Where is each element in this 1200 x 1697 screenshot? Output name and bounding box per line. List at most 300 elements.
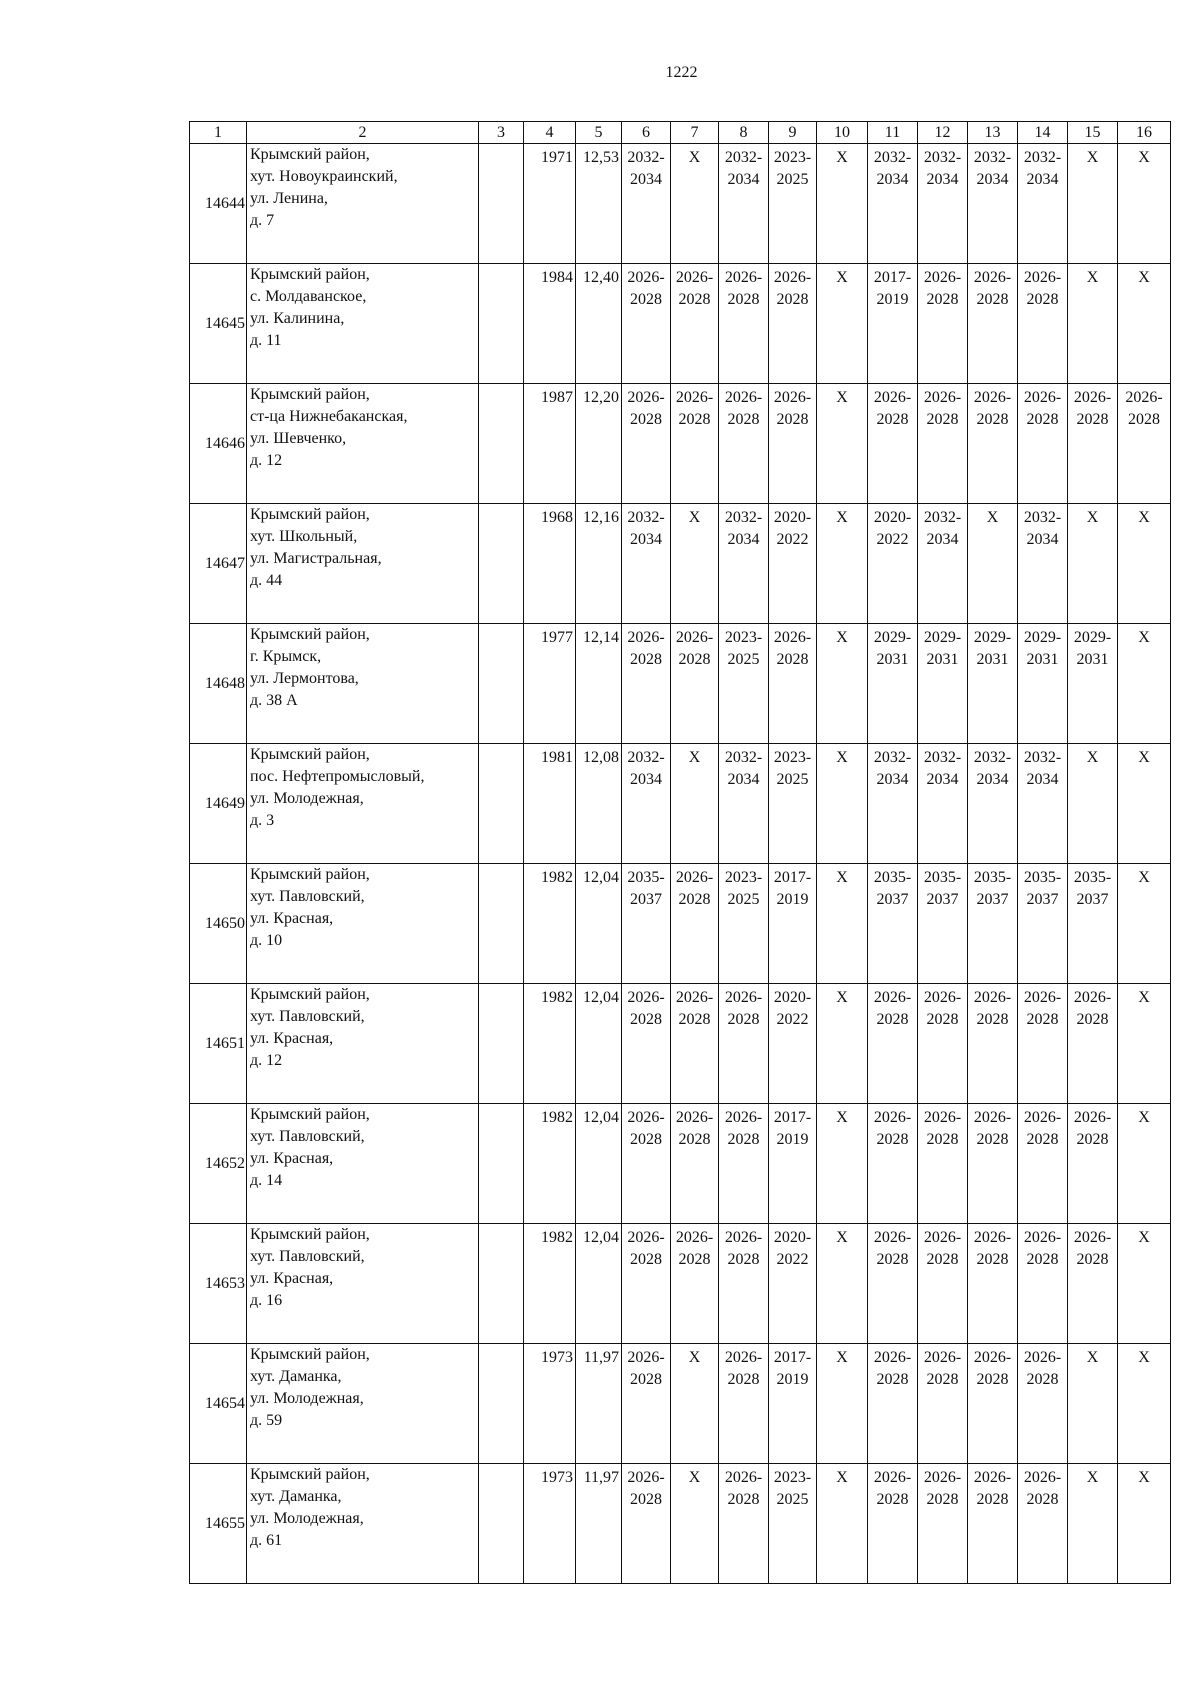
period-value: 2026- 2028 xyxy=(627,1469,665,1508)
period-cell xyxy=(968,1464,1018,1584)
address-cell xyxy=(247,1224,479,1344)
column-3-cell xyxy=(479,1224,524,1344)
address-line: д. 14 xyxy=(250,1172,283,1189)
period-value: 2026- 2028 xyxy=(923,269,962,308)
period-value: 2026- 2028 xyxy=(923,989,962,1028)
period-cell xyxy=(769,504,817,624)
period-cell: X xyxy=(1068,264,1118,384)
address-line: Крымский район, xyxy=(250,1106,370,1123)
period-cell: X xyxy=(1068,144,1118,264)
period-cell xyxy=(918,264,968,384)
period-cell xyxy=(918,504,968,624)
period-value: 2026- 2028 xyxy=(675,1229,714,1268)
period-cell xyxy=(868,384,918,504)
year-built-cell: 1977 xyxy=(524,624,576,744)
table-row xyxy=(190,1104,1171,1224)
period-cell xyxy=(622,744,671,864)
period-cell xyxy=(868,144,918,264)
address-line: ул. Магистральная, xyxy=(250,550,382,567)
period-cell xyxy=(1068,864,1118,984)
period-value: 2026- 2028 xyxy=(724,1349,763,1388)
column-header: 10 xyxy=(817,122,868,144)
period-value: 2026- 2028 xyxy=(873,389,912,428)
period-value: 2032- 2034 xyxy=(873,149,912,188)
column-3-cell xyxy=(479,144,524,264)
area-cell: 11,97 xyxy=(576,1464,622,1584)
period-cell xyxy=(671,1104,719,1224)
period-value: 2026- 2028 xyxy=(724,1469,763,1508)
period-value: 2026- 2028 xyxy=(1023,1469,1062,1508)
table-row xyxy=(190,624,1171,744)
address-line: хут. Новоукраинский, xyxy=(250,168,398,185)
area-cell: 12,04 xyxy=(576,984,622,1104)
period-value: 2026- 2028 xyxy=(1023,269,1062,308)
period-cell: X xyxy=(817,264,868,384)
period-value: 2035- 2037 xyxy=(923,869,962,908)
table-row xyxy=(190,384,1171,504)
period-cell xyxy=(1118,384,1171,504)
period-cell xyxy=(1018,1344,1068,1464)
period-cell xyxy=(769,1224,817,1344)
period-cell xyxy=(719,1104,769,1224)
period-cell xyxy=(671,264,719,384)
column-header: 14 xyxy=(1018,122,1068,144)
address-line: Крымский район, xyxy=(250,266,370,283)
column-header: 11 xyxy=(868,122,918,144)
period-cell: X xyxy=(1118,864,1171,984)
period-cell xyxy=(769,624,817,744)
table-row xyxy=(190,864,1171,984)
address-line: ул. Ленина, xyxy=(250,190,328,207)
period-cell xyxy=(769,1104,817,1224)
period-value: 2026- 2028 xyxy=(973,989,1012,1028)
year-built-cell: 1987 xyxy=(524,384,576,504)
period-value: 2026- 2028 xyxy=(627,1229,665,1268)
period-value: 2026- 2028 xyxy=(627,989,665,1028)
period-cell: X xyxy=(671,1344,719,1464)
column-3-cell xyxy=(479,384,524,504)
period-cell xyxy=(968,1224,1018,1344)
period-cell xyxy=(622,864,671,984)
address-line: Крымский район, xyxy=(250,1226,370,1243)
period-value: 2035- 2037 xyxy=(627,869,665,908)
period-cell xyxy=(918,984,968,1104)
period-cell xyxy=(1018,624,1068,744)
period-cell xyxy=(1068,1104,1118,1224)
year-built-cell: 1982 xyxy=(524,984,576,1104)
column-header: 2 xyxy=(247,122,479,144)
period-value: 2026- 2028 xyxy=(675,629,714,668)
address-line: ул. Молодежная, xyxy=(250,1390,364,1407)
period-value: 2026- 2028 xyxy=(923,389,962,428)
period-value: 2032- 2034 xyxy=(923,749,962,788)
period-cell xyxy=(622,1464,671,1584)
period-value: 2026- 2028 xyxy=(724,1229,763,1268)
period-value: 2026- 2028 xyxy=(675,389,714,428)
address-cell xyxy=(247,1464,479,1584)
column-3-cell xyxy=(479,864,524,984)
address-line: д. 38 А xyxy=(250,692,298,709)
period-cell: X xyxy=(671,1464,719,1584)
table-row xyxy=(190,744,1171,864)
period-value: 2026- 2028 xyxy=(973,389,1012,428)
period-cell: X xyxy=(1118,1104,1171,1224)
repair-schedule-table xyxy=(189,121,1171,1584)
period-cell xyxy=(769,1344,817,1464)
period-value: 2023- 2025 xyxy=(773,149,812,188)
row-number: 14650 xyxy=(190,864,247,984)
address-line: ул. Красная, xyxy=(250,1270,334,1287)
period-cell xyxy=(918,384,968,504)
period-value: 2029- 2031 xyxy=(973,629,1012,668)
period-value: 2032- 2034 xyxy=(973,149,1012,188)
table-body xyxy=(190,144,1171,1584)
period-cell xyxy=(968,1344,1018,1464)
period-value: 2029- 2031 xyxy=(1073,629,1112,668)
period-cell xyxy=(622,384,671,504)
row-number: 14647 xyxy=(190,504,247,624)
column-3-cell xyxy=(479,1464,524,1584)
period-value: 2026- 2028 xyxy=(1023,989,1062,1028)
period-value: 2026- 2028 xyxy=(724,389,763,428)
year-built-cell: 1982 xyxy=(524,1224,576,1344)
period-cell xyxy=(918,624,968,744)
period-cell xyxy=(918,1464,968,1584)
period-cell xyxy=(671,984,719,1104)
period-value: 2032- 2034 xyxy=(724,149,763,188)
period-cell xyxy=(1068,384,1118,504)
address-line: д. 7 xyxy=(250,212,275,229)
period-cell xyxy=(918,1224,968,1344)
period-cell xyxy=(769,864,817,984)
header-row xyxy=(190,122,1171,144)
period-cell xyxy=(1018,264,1068,384)
column-3-cell xyxy=(479,504,524,624)
row-number: 14655 xyxy=(190,1464,247,1584)
period-cell: X xyxy=(817,144,868,264)
period-cell xyxy=(719,864,769,984)
period-cell xyxy=(868,864,918,984)
period-cell xyxy=(622,1344,671,1464)
period-cell xyxy=(1018,144,1068,264)
period-cell: X xyxy=(1068,744,1118,864)
address-line: Крымский район, xyxy=(250,626,370,643)
period-value: 2026- 2028 xyxy=(973,1229,1012,1268)
period-value: 2023- 2025 xyxy=(724,869,763,908)
address-line: д. 12 xyxy=(250,1052,283,1069)
period-value: 2020- 2022 xyxy=(773,509,812,548)
period-value: 2026- 2028 xyxy=(627,1109,665,1148)
year-built-cell: 1971 xyxy=(524,144,576,264)
period-value: 2026- 2028 xyxy=(627,269,665,308)
period-cell xyxy=(868,624,918,744)
row-number: 14645 xyxy=(190,264,247,384)
address-line: Крымский район, xyxy=(250,386,370,403)
period-cell xyxy=(1018,1464,1068,1584)
period-cell: X xyxy=(817,1224,868,1344)
period-cell xyxy=(918,744,968,864)
period-cell: X xyxy=(817,504,868,624)
column-header: 1 xyxy=(190,122,247,144)
address-cell xyxy=(247,1104,479,1224)
period-cell: X xyxy=(1118,144,1171,264)
period-cell xyxy=(1068,624,1118,744)
period-value: 2026- 2028 xyxy=(1073,989,1112,1028)
period-cell xyxy=(719,1464,769,1584)
period-cell: X xyxy=(671,504,719,624)
period-cell: X xyxy=(1118,264,1171,384)
period-cell: X xyxy=(1068,1464,1118,1584)
address-cell xyxy=(247,744,479,864)
table-row xyxy=(190,1224,1171,1344)
area-cell: 12,08 xyxy=(576,744,622,864)
period-cell xyxy=(769,744,817,864)
year-built-cell: 1973 xyxy=(524,1344,576,1464)
period-cell xyxy=(968,984,1018,1104)
period-cell xyxy=(968,384,1018,504)
period-cell xyxy=(1018,744,1068,864)
period-value: 2017- 2019 xyxy=(773,1349,812,1388)
period-cell xyxy=(671,384,719,504)
period-cell xyxy=(769,144,817,264)
period-value: 2026- 2028 xyxy=(1023,1109,1062,1148)
address-cell xyxy=(247,864,479,984)
period-cell xyxy=(769,1464,817,1584)
address-line: д. 44 xyxy=(250,572,283,589)
period-value: 2026- 2028 xyxy=(675,989,714,1028)
period-cell xyxy=(719,1344,769,1464)
row-number: 14651 xyxy=(190,984,247,1104)
period-cell xyxy=(622,1104,671,1224)
period-cell: X xyxy=(1118,624,1171,744)
address-line: хут. Павловский, xyxy=(250,1008,365,1025)
period-value: 2026- 2028 xyxy=(923,1109,962,1148)
period-cell xyxy=(868,984,918,1104)
column-3-cell xyxy=(479,624,524,744)
address-line: д. 61 xyxy=(250,1532,283,1549)
period-value: 2026- 2028 xyxy=(724,989,763,1028)
period-cell xyxy=(968,624,1018,744)
year-built-cell: 1982 xyxy=(524,864,576,984)
address-line: Крымский район, xyxy=(250,146,370,163)
address-line: ул. Красная, xyxy=(250,1150,334,1167)
period-cell: X xyxy=(817,864,868,984)
period-value: 2035- 2037 xyxy=(873,869,912,908)
period-cell: X xyxy=(1118,1344,1171,1464)
period-value: 2017- 2019 xyxy=(773,1109,812,1148)
address-cell xyxy=(247,264,479,384)
period-value: 2026- 2028 xyxy=(873,1469,912,1508)
period-value: 2026- 2028 xyxy=(873,1109,912,1148)
period-cell xyxy=(968,864,1018,984)
address-line: д. 59 xyxy=(250,1412,283,1429)
period-value: 2023- 2025 xyxy=(773,749,812,788)
period-value: 2026- 2028 xyxy=(1073,1109,1112,1148)
period-cell: X xyxy=(817,384,868,504)
area-cell: 12,20 xyxy=(576,384,622,504)
area-cell: 12,53 xyxy=(576,144,622,264)
period-value: 2029- 2031 xyxy=(923,629,962,668)
period-value: 2026- 2028 xyxy=(923,1229,962,1268)
period-value: 2026- 2028 xyxy=(973,269,1012,308)
address-cell xyxy=(247,144,479,264)
period-value: 2026- 2028 xyxy=(724,1109,763,1148)
address-line: Крымский район, xyxy=(250,866,370,883)
period-cell xyxy=(622,504,671,624)
period-value: 2026- 2028 xyxy=(627,389,665,428)
column-header: 15 xyxy=(1068,122,1118,144)
period-cell xyxy=(1018,1224,1068,1344)
period-value: 2020- 2022 xyxy=(773,1229,812,1268)
period-cell: X xyxy=(1118,744,1171,864)
period-value: 2029- 2031 xyxy=(873,629,912,668)
address-line: пос. Нефтепромысловый, xyxy=(250,768,425,785)
period-value: 2026- 2028 xyxy=(873,1349,912,1388)
address-line: ул. Молодежная, xyxy=(250,790,364,807)
period-value: 2035- 2037 xyxy=(973,869,1012,908)
period-cell: X xyxy=(1118,1464,1171,1584)
address-line: хут. Павловский, xyxy=(250,1248,365,1265)
column-header: 6 xyxy=(622,122,671,144)
period-value: 2035- 2037 xyxy=(1073,869,1112,908)
period-cell: X xyxy=(1118,504,1171,624)
year-built-cell: 1981 xyxy=(524,744,576,864)
row-number: 14653 xyxy=(190,1224,247,1344)
period-value: 2026- 2028 xyxy=(1125,389,1163,428)
period-cell xyxy=(868,1464,918,1584)
column-3-cell xyxy=(479,744,524,864)
row-number: 14654 xyxy=(190,1344,247,1464)
address-line: д. 11 xyxy=(250,332,282,349)
period-cell: X xyxy=(817,744,868,864)
period-value: 2026- 2028 xyxy=(675,1109,714,1148)
address-line: хут. Павловский, xyxy=(250,888,365,905)
year-built-cell: 1984 xyxy=(524,264,576,384)
period-cell xyxy=(1018,984,1068,1104)
period-value: 2026- 2028 xyxy=(773,389,812,428)
address-line: хут. Школьный, xyxy=(250,528,358,545)
period-value: 2032- 2034 xyxy=(923,509,962,548)
period-cell: X xyxy=(1068,1344,1118,1464)
address-line: хут. Даманка, xyxy=(250,1488,342,1505)
address-cell xyxy=(247,1344,479,1464)
period-cell xyxy=(719,1224,769,1344)
address-line: с. Молдаванское, xyxy=(250,288,367,305)
address-line: Крымский район, xyxy=(250,1466,370,1483)
period-cell xyxy=(1068,984,1118,1104)
column-header: 3 xyxy=(479,122,524,144)
period-cell: X xyxy=(817,984,868,1104)
period-cell: X xyxy=(671,744,719,864)
column-header: 5 xyxy=(576,122,622,144)
period-value: 2035- 2037 xyxy=(1023,869,1062,908)
period-cell xyxy=(622,1224,671,1344)
period-value: 2026- 2028 xyxy=(773,629,812,668)
table-row xyxy=(190,1464,1171,1584)
area-cell: 12,40 xyxy=(576,264,622,384)
address-line: Крымский район, xyxy=(250,506,370,523)
address-line: д. 12 xyxy=(250,452,283,469)
period-value: 2032- 2034 xyxy=(627,749,665,788)
period-cell xyxy=(719,384,769,504)
column-header: 9 xyxy=(769,122,817,144)
row-number: 14652 xyxy=(190,1104,247,1224)
period-cell xyxy=(769,384,817,504)
period-value: 2026- 2028 xyxy=(973,1109,1012,1148)
period-cell xyxy=(719,144,769,264)
period-value: 2026- 2028 xyxy=(1073,389,1112,428)
period-cell xyxy=(719,504,769,624)
period-value: 2032- 2034 xyxy=(1023,509,1062,548)
period-value: 2026- 2028 xyxy=(675,269,714,308)
period-value: 2026- 2028 xyxy=(1023,389,1062,428)
period-cell xyxy=(868,744,918,864)
period-cell xyxy=(719,624,769,744)
period-cell xyxy=(868,264,918,384)
address-line: д. 16 xyxy=(250,1292,283,1309)
period-cell: X xyxy=(817,1464,868,1584)
year-built-cell: 1973 xyxy=(524,1464,576,1584)
row-number: 14644 xyxy=(190,144,247,264)
period-value: 2026- 2028 xyxy=(873,1229,912,1268)
period-cell xyxy=(918,144,968,264)
column-header: 12 xyxy=(918,122,968,144)
period-cell xyxy=(918,1104,968,1224)
period-cell: X xyxy=(1118,1224,1171,1344)
period-cell xyxy=(1018,864,1068,984)
period-cell: X xyxy=(817,1104,868,1224)
address-line: ул. Красная, xyxy=(250,910,334,927)
address-cell xyxy=(247,984,479,1104)
period-cell xyxy=(719,264,769,384)
period-value: 2032- 2034 xyxy=(923,149,962,188)
period-cell: X xyxy=(968,504,1018,624)
period-value: 2032- 2034 xyxy=(873,749,912,788)
address-line: д. 3 xyxy=(250,812,275,829)
address-line: ст-ца Нижнебаканская, xyxy=(250,408,408,425)
period-value: 2026- 2028 xyxy=(627,1349,665,1388)
year-built-cell: 1982 xyxy=(524,1104,576,1224)
table-row xyxy=(190,264,1171,384)
period-cell xyxy=(1068,1224,1118,1344)
period-value: 2032- 2034 xyxy=(973,749,1012,788)
period-value: 2032- 2034 xyxy=(1023,749,1062,788)
period-value: 2023- 2025 xyxy=(724,629,763,668)
period-cell xyxy=(868,1344,918,1464)
period-value: 2026- 2028 xyxy=(873,989,912,1028)
address-line: Крымский район, xyxy=(250,746,370,763)
period-cell xyxy=(719,744,769,864)
area-cell: 12,04 xyxy=(576,864,622,984)
area-cell: 12,16 xyxy=(576,504,622,624)
period-value: 2023- 2025 xyxy=(773,1469,812,1508)
period-cell xyxy=(671,624,719,744)
page-number: 1222 xyxy=(665,64,698,81)
period-cell xyxy=(1018,384,1068,504)
period-cell: X xyxy=(1118,984,1171,1104)
period-cell xyxy=(868,1224,918,1344)
period-cell: X xyxy=(1068,504,1118,624)
address-line: д. 10 xyxy=(250,932,283,949)
column-header: 7 xyxy=(671,122,719,144)
period-value: 2029- 2031 xyxy=(1023,629,1062,668)
period-cell: X xyxy=(671,144,719,264)
period-cell xyxy=(671,864,719,984)
area-cell: 12,04 xyxy=(576,1224,622,1344)
period-value: 2026- 2028 xyxy=(627,629,665,668)
area-cell: 11,97 xyxy=(576,1344,622,1464)
period-cell: X xyxy=(817,1344,868,1464)
